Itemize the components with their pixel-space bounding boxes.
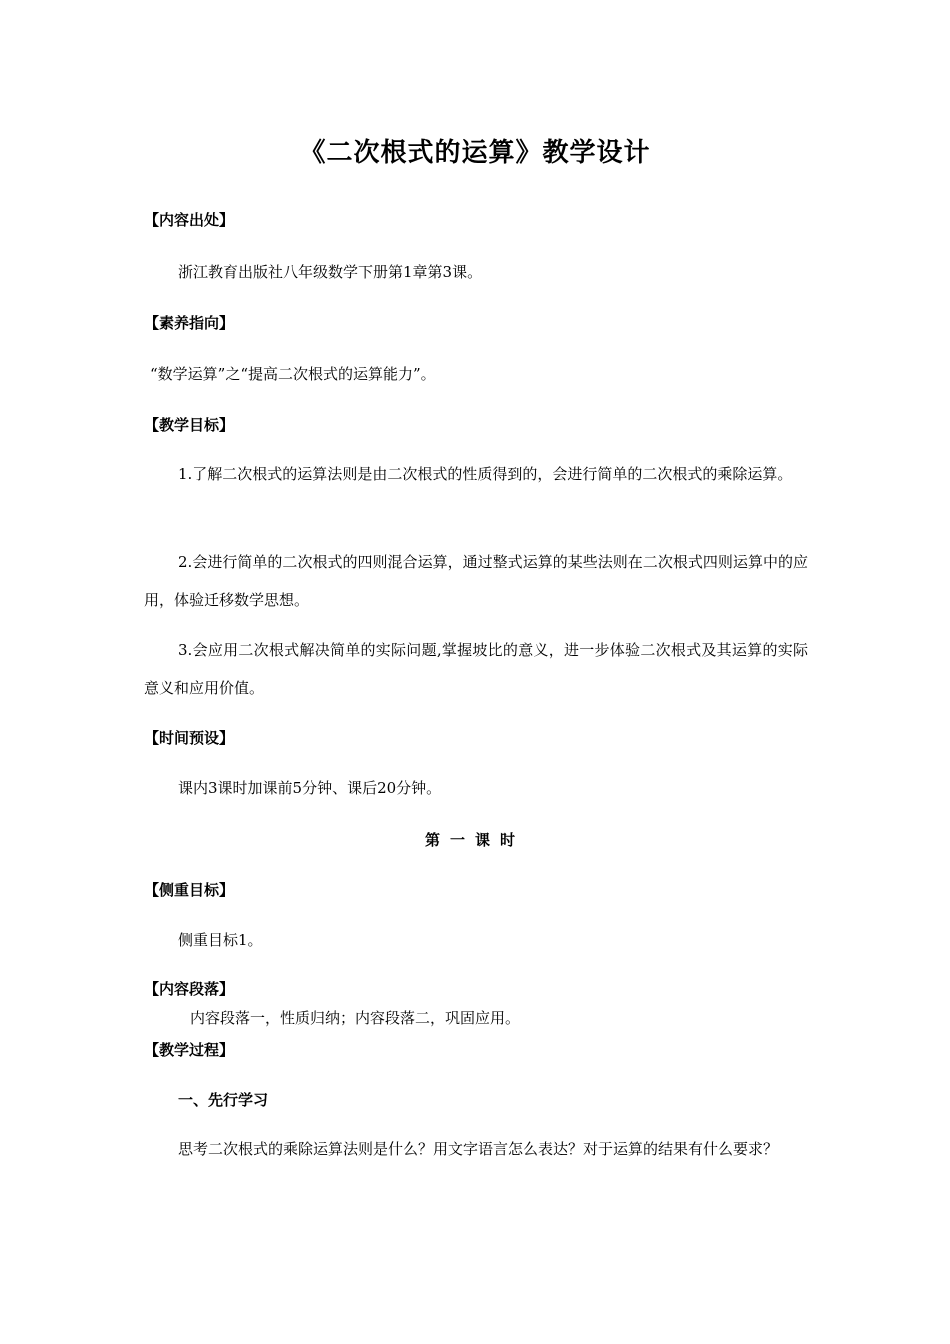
time-heading: 【时间预设】 [144, 729, 235, 747]
objective-item-2: 2.会进行简单的二次根式的四则混合运算，通过整式运算的某些法则在二次根式四则运算中的应用，体验迁移数学思想。 [144, 553, 808, 609]
segments-heading: 【内容段落】 [144, 980, 235, 998]
step1-title: 一、先行学习 [178, 1091, 269, 1109]
source-text: 浙江教育出版社八年级数学下册第1章第3课。 [178, 263, 483, 281]
objective-item-1: 1.了解二次根式的运算法则是由二次根式的性质得到的，会进行简单的二次根式的乘除运算。 [178, 465, 793, 483]
objectives-heading: 【教学目标】 [144, 416, 235, 434]
focus-text: 侧重目标1。 [178, 931, 263, 949]
time-text: 课内3课时加课前5分钟、课后20分钟。 [178, 779, 442, 797]
literacy-text: “数学运算”之“提高二次根式的运算能力”。 [150, 365, 436, 383]
step1-text: 思考二次根式的乘除运算法则是什么？用文字语言怎么表达？对于运算的结果有什么要求？ [178, 1140, 779, 1158]
document-title: 《二次根式的运算》教学设计 [299, 138, 651, 168]
literacy-heading: 【素养指向】 [144, 314, 235, 332]
focus-heading: 【侧重目标】 [144, 881, 235, 899]
segments-text: 内容段落一，性质归纳；内容段落二，巩固应用。 [190, 1009, 521, 1027]
lesson-title: 第一课时 [424, 831, 525, 849]
objective-item-3: 3.会应用二次根式解决简单的实际问题,掌握坡比的意义，进一步体验二次根式及其运算的实际意义和应用价值。 [144, 641, 808, 697]
source-heading: 【内容出处】 [144, 211, 235, 229]
process-heading: 【教学过程】 [144, 1041, 235, 1059]
